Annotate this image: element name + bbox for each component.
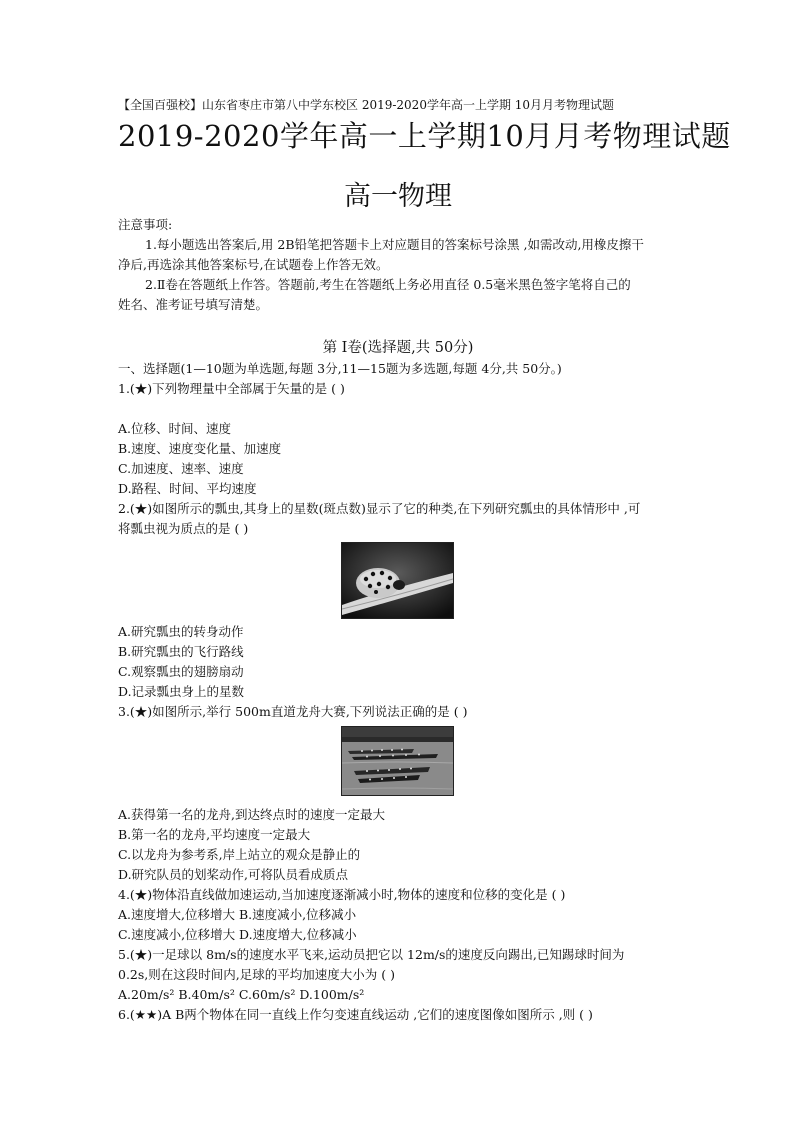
question-4-options-ab: A.速度增大,位移增大 B.速度减小,位移减小: [118, 907, 357, 922]
question-3-option-a: A.获得第一名的龙舟,到达终点时的速度一定最大: [118, 807, 385, 822]
question-2-option-b: B.研究瓢虫的飞行路线: [118, 644, 244, 659]
question-2-option-d: D.记录瓢虫身上的星数: [118, 684, 245, 699]
notice-item-1: 1.每小题选出答案后,用 2B铅笔把答题卡上对应题目的答案标号涂黑 ,如需改动,用橡皮擦干: [145, 237, 644, 252]
question-5-stem: 5.(★)一足球以 8m/s的速度水平飞来,运动员把它以 12m/s的速度反向踢出,已知踢球时间为: [118, 947, 625, 962]
source-line: 【全国百强校】山东省枣庄市第八中学东校区 2019-2020学年高一上学期 10月月考物理试题: [118, 98, 615, 112]
question-1-option-d: D.路程、时间、平均速度: [118, 481, 257, 496]
question-1-option-b: B.速度、速度变化量、加速度: [118, 441, 282, 456]
notice-item-2: 2.Ⅱ卷在答题纸上作答。答题前,考生在答题纸上务必用直径 0.5毫米黑色签字笔将自己的: [145, 277, 631, 292]
part-heading: 第 Ⅰ卷(选择题,共 50分): [322, 340, 474, 356]
question-2-stem: 2.(★)如图所示的瓢虫,其身上的星数(斑点数)显示了它的种类,在下列研究瓢虫的具体情形中 ,可: [118, 501, 641, 516]
question-2-option-a: A.研究瓢虫的转身动作: [118, 624, 244, 639]
question-2-stem-cont: 将瓢虫视为质点的是 ( ): [118, 521, 249, 536]
question-2-option-c: C.观察瓢虫的翅膀扇动: [118, 664, 244, 679]
question-3-option-c: C.以龙舟为参考系,岸上站立的观众是静止的: [118, 847, 361, 862]
dragon-boat-photo: [341, 726, 454, 796]
notice-item-2-cont: 姓名、准考证号填写清楚。: [118, 297, 269, 312]
question-1-stem: 1.(★)下列物理量中全部属于矢量的是 ( ): [118, 381, 345, 396]
question-5-stem-cont: 0.2s,则在这段时间内,足球的平均加速度大小为 ( ): [118, 967, 395, 982]
dragon-boat-illustration: [342, 727, 453, 795]
question-3-option-d: D.研究队员的划桨动作,可将队员看成质点: [118, 867, 349, 882]
question-4-options-cd: C.速度减小,位移增大 D.速度增大,位移减小: [118, 927, 357, 942]
notice-heading: 注意事项:: [118, 217, 173, 232]
question-1-option-a: A.位移、时间、速度: [118, 421, 232, 436]
section-heading: 一、选择题(1—10题为单选题,每题 3分,11—15题为多选题,每题 4分,共 50分。): [118, 361, 562, 376]
question-1-option-c: C.加速度、速率、速度: [118, 461, 244, 476]
question-5-options: A.20m/s² B.40m/s² C.60m/s² D.100m/s²: [118, 987, 365, 1002]
question-6-stem: 6.(★★)A B两个物体在同一直线上作匀变速直线运动 ,它们的速度图像如图所示 ,则 ( ): [118, 1007, 593, 1022]
question-3-option-b: B.第一名的龙舟,平均速度一定最大: [118, 827, 311, 842]
ladybug-illustration: [342, 543, 453, 618]
notice-item-1-cont: 净后,再选涂其他答案标号,在试题卷上作答无效。: [118, 257, 389, 272]
subject-title: 高一物理: [344, 181, 452, 212]
page-title: 2019-2020学年高一上学期10月月考物理试题: [118, 119, 731, 153]
question-4-stem: 4.(★)物体沿直线做加速运动,当加速度逐渐减小时,物体的速度和位移的变化是 ( ): [118, 887, 566, 902]
ladybug-photo: [341, 542, 454, 619]
question-3-stem: 3.(★)如图所示,举行 500m直道龙舟大赛,下列说法正确的是 ( ): [118, 704, 468, 719]
